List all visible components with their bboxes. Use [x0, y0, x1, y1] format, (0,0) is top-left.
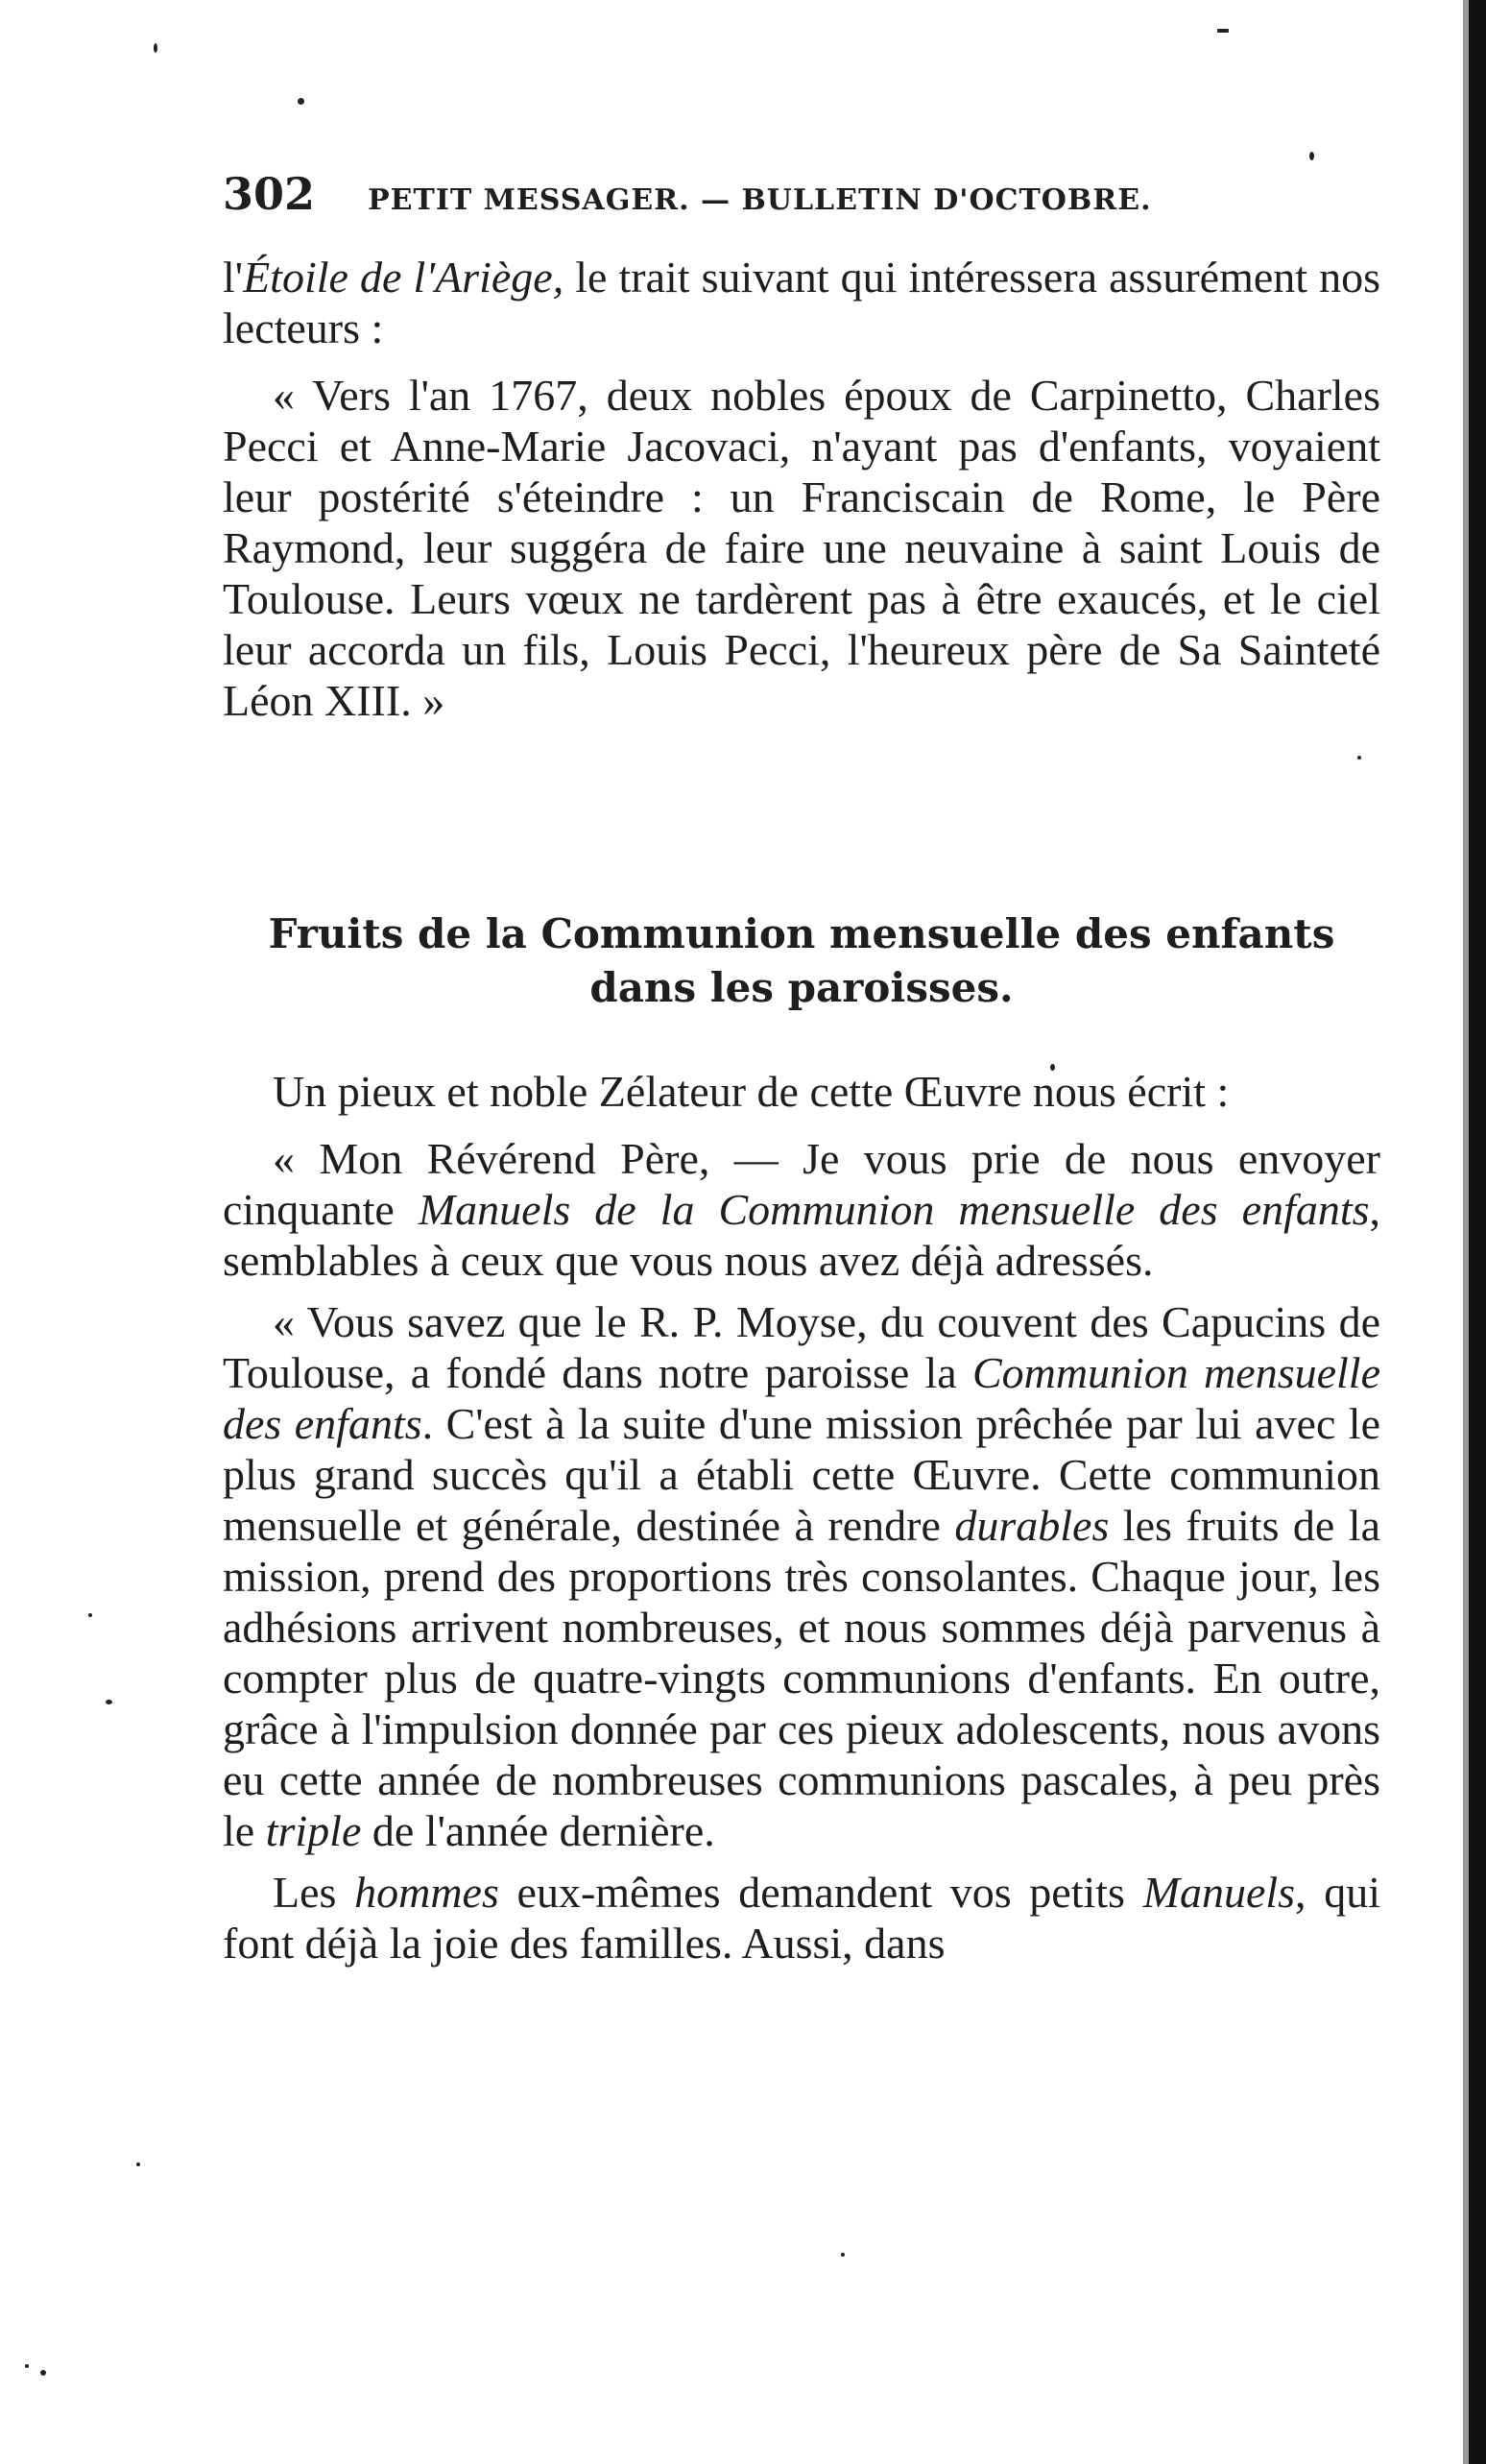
- text-run: . C'est à la suite d'une mission prêchée par lui avec le plus grand succès qu'il a établi cette Œuvre. Cette communion mensuelle et générale, destinée à rendre: [223, 1399, 1381, 1550]
- page-edge-shadow: [1469, 0, 1486, 2464]
- section-heading-line: Fruits de la Communion mensuelle des enfants: [268, 910, 1335, 957]
- body-text: [223, 1066, 1380, 1969]
- newspaper-title: Étoile de l'Ariège,: [243, 253, 564, 302]
- section-heading-line: dans les paroisses.: [589, 964, 1014, 1011]
- scan-speck: [25, 2364, 29, 2368]
- paragraph: [223, 1133, 1380, 1286]
- running-head: PETIT MESSAGER. — BULLETIN D'OCTOBRE.: [368, 183, 1152, 217]
- scan-speck: [136, 2162, 140, 2166]
- text-run: Les: [273, 1868, 355, 1917]
- scan-speck: [106, 1700, 112, 1704]
- page-number: 302: [223, 168, 316, 220]
- emphasis-text: triple: [265, 1806, 362, 1855]
- text-run: de l'année dernière.: [361, 1806, 715, 1855]
- emphasis-text: Communion mensuelle des enfants: [223, 1348, 1380, 1448]
- text-run: les fruits de la mission, prend des proportions très consolantes. Chaque jour, les adhésions arrivent nombreuses, et nous sommes déjà parvenus à compter plus de quatre-vingts communions d'enfants. En outre, grâce à l'impulsion donnée par ces pieux adolescents, nous avons eu cette année de nombreuses communions pascales, à peu près le: [223, 1501, 1381, 1855]
- text-run: , semblables à ceux que vous nous avez déjà adressés.: [223, 1185, 1381, 1285]
- section-heading: [223, 907, 1380, 1015]
- scan-speck: [88, 1613, 92, 1617]
- text-run: le trait suivant qui intéressera assurément nos lecteurs :: [223, 253, 1381, 352]
- page-edge-gutter: [1463, 0, 1469, 2464]
- page-header: [223, 165, 1375, 223]
- book-title: Manuels de la Communion mensuelle des enfants: [418, 1185, 1370, 1234]
- scan-speck: [841, 2253, 845, 2257]
- scan-speck: [154, 43, 157, 53]
- paragraph: « Vers l'an 1767, deux nobles époux de Carpinetto, Charles Pecci et Anne-Marie Jacovaci, n'ayant pas d'enfants, voyaient leur postérité s'éteindre : un Franciscain de Rome, le Père Raymond, leur suggéra de faire une neuvaine à saint Louis de Toulouse. Leurs vœux ne tardèrent pas à être exaucés, et le ciel leur accorda un fils, Louis Pecci, l'heureux père de Sa Sainteté Léon XIII. »: [223, 371, 1380, 725]
- paragraph: [223, 1296, 1380, 1856]
- text-run: , qui font déjà la joie des familles. Aussi, dans: [223, 1868, 1380, 1968]
- text-run: l': [223, 253, 244, 302]
- text-run: eux-mêmes demandent vos petits: [498, 1868, 1143, 1917]
- opening-text: [223, 252, 1380, 726]
- text-run: « Vous savez que le R. P. Moyse, du couvent des Capucins de Toulouse, a fondé dans notre paroisse la: [223, 1297, 1380, 1397]
- text-run: « Mon Révérend Père, — Je vous prie de nous envoyer cinquante: [223, 1134, 1380, 1234]
- paragraph: [223, 252, 1380, 353]
- scan-speck: [1357, 756, 1361, 760]
- scan-speck: [298, 98, 304, 105]
- emphasis-text: durables: [954, 1501, 1110, 1550]
- paragraph: [223, 1867, 1380, 1969]
- scan-speck: [1217, 29, 1229, 33]
- scan-speck: [40, 2370, 46, 2376]
- book-title: Manuels: [1142, 1868, 1296, 1917]
- scan-speck: [1309, 152, 1314, 160]
- emphasis-text: hommes: [354, 1868, 499, 1917]
- paragraph: Un pieux et noble Zélateur de cette Œuvre nous écrit :: [273, 1067, 1230, 1116]
